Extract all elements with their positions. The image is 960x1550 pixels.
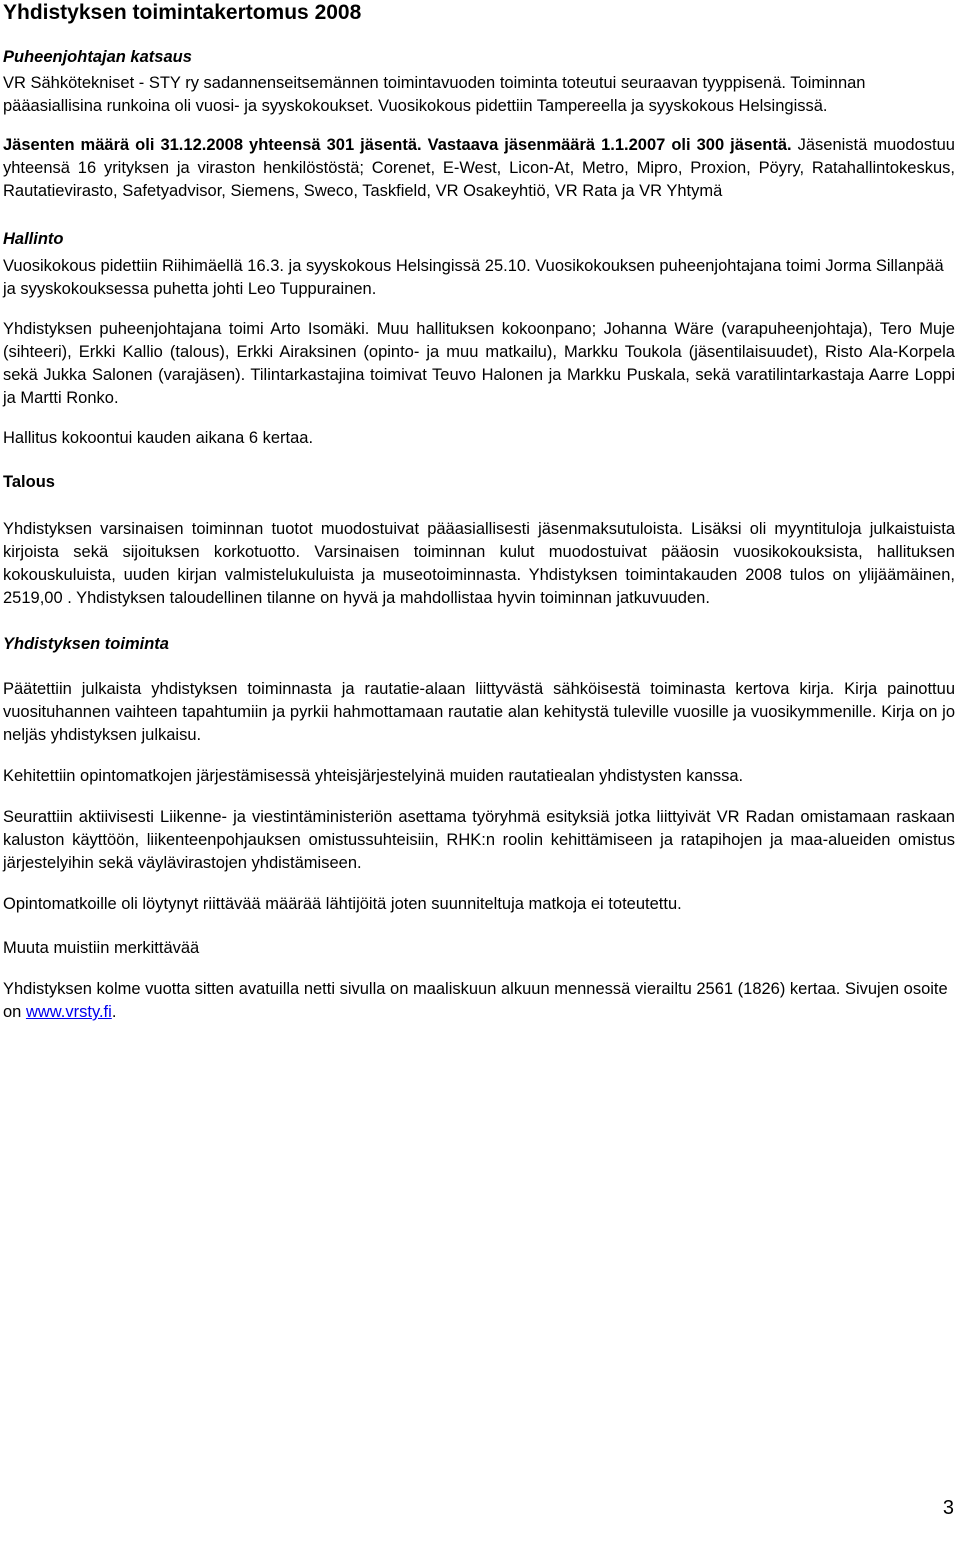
- overview-paragraph-2: [3, 134, 955, 203]
- page-number: 3: [942, 1497, 954, 1519]
- toiminta-paragraph-4: Opintomatkoille oli löytynyt riittävää määrää lähtijöitä joten suunniteltuja matkoja ei toteutettu.: [3, 895, 682, 913]
- website-text: Yhdistyksen kolme vuotta sitten avatuilla netti sivulla on maaliskuun alkuun mennessä vierailtu 2561 (1826) kertaa. Sivujen osoite on: [3, 980, 948, 1021]
- member-count-text: Jäsenten määrä oli 31.12.2008 yhteensä 301 jäsentä. Vastaava jäsenmäärä 1.1.2007 oli 300 jäsentä.: [3, 136, 792, 154]
- toiminta-paragraph-2: Kehitettiin opintomatkojen järjestämisessä yhteisjärjestelyinä muiden rautatiealan yhdistysten kanssa.: [3, 767, 744, 785]
- talous-paragraph-1: Yhdistyksen varsinaisen toiminnan tuotot muodostuivat pääasiallisesti jäsenmaksutuloista. Lisäksi oli myyntituloja julkaistuista kirjoista sekä sijoituksen korkotuotto. Varsinaisen toiminnan kulut muodostuivat pääosin vuosikokouksista, hallituksen kokouskuluista, uuden kirjan valmistelukuluista ja museotoiminnasta. Yhdistyksen toimintakauden 2008 tulos on ylijäämäinen, 2519,00 . Yhdistyksen taloudellinen tilanne on hyvä ja mahdollistaa hyvin toiminnan jatkuvuuden.: [3, 520, 955, 607]
- section-heading-overview: Puheenjohtajan katsaus: [3, 48, 192, 66]
- section-heading-talous: Talous: [3, 473, 55, 491]
- toiminta-paragraph-1: Päätettiin julkaista yhdistyksen toiminnasta ja rautatie-alaan liittyvästä sähköisestä toiminasta kertova kirja. Kirja painottuu vuosituhannen vaihteen tapahtumiin ja pyrkii hahmottamaan rautatie alan kehitystä tuleville vuosille ja vuosikymmenille. Kirja on jo neljäs yhdistyksen julkaisu.: [3, 680, 955, 744]
- overview-paragraph-1: VR Sähkötekniset - STY ry sadannenseitsemännen toimintavuoden toiminta toteutui seuraavan tyyppisenä. Toiminnan pääasiallisina runkoina oli vuosi- ja syyskokoukset. Vuosikokous pidettiin Tampereella ja syyskokous Helsingissä.: [3, 74, 866, 115]
- section-heading-hallinto: Hallinto: [3, 230, 64, 248]
- section-heading-toiminta: Yhdistyksen toiminta: [3, 635, 169, 653]
- section-heading-muuta: Muuta muistiin merkittävää: [3, 939, 200, 957]
- website-link[interactable]: www.vrsty.fi: [25, 1003, 112, 1021]
- website-text-end: .: [111, 1003, 117, 1021]
- toiminta-paragraph-3: Seurattiin aktiivisesti Liikenne- ja viestintäministeriön asettama työryhmä esityksiä jotka liittyivät VR Radan omistamaan raskaan kaluston käyttöön, liikenteenpohjauksen omistussuhteisiin, RHK:n roolin kehittämiseen ja ratapihojen ja maa-alueiden omistus järjestelyihin sekä väylävirastojen yhdistämiseen.: [3, 808, 955, 872]
- member-companies-text: Jäsenistä muodostuu yhteensä 16 yrityksen ja viraston henkilöstöstä; Corenet, E-West, Licon-At, Metro, Mipro, Proxion, Pöyry, Ratahallintokeskus, Rautatievirasto, Safetyadvisor, Siemens, Sweco, Taskfield, VR Osakeyhtiö, VR Rata ja VR Yhtymä: [3, 136, 955, 200]
- hallinto-paragraph-3: Hallitus kokoontui kauden aikana 6 kertaa.: [3, 429, 314, 447]
- muuta-paragraph-1: [3, 978, 955, 1024]
- hallinto-paragraph-1: Vuosikokous pidettiin Riihimäellä 16.3. ja syyskokous Helsingissä 25.10. Vuosikokouksen puheenjohtajana toimi Jorma Sillanpää ja syyskokouksessa puhetta johti Leo Tuppurainen.: [3, 257, 944, 298]
- document-page: [3, 0, 955, 1024]
- hallinto-paragraph-2: Yhdistyksen puheenjohtajana toimi Arto Isomäki. Muu hallituksen kokoonpano; Johanna Wäre (varapuheenjohtaja), Tero Muje (sihteeri), Erkki Kallio (talous), Erkki Airaksinen (opinto- ja muu matkailu), Markku Toukola (jäsentilaisuudet), Risto Ala-Korpela sekä Jukka Salonen (varajäsen). Tilintarkastajina toimivat Teuvo Halonen ja Markku Puskala, sekä varatilintarkastaja Aarre Loppi ja Martti Ronko.: [3, 320, 955, 407]
- document-title: Yhdistyksen toimintakertomus 2008: [3, 1, 362, 24]
